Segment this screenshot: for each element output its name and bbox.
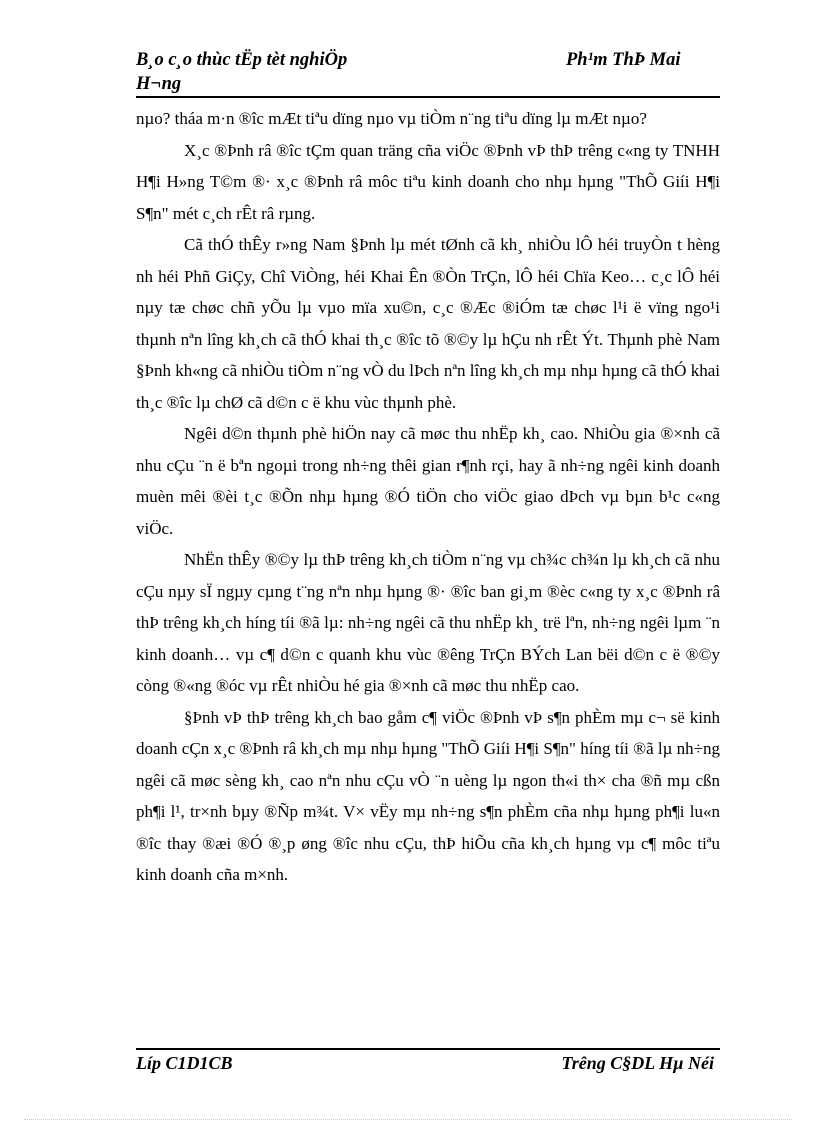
header-author-name-continued: H¬ng: [136, 74, 182, 94]
paragraph-5: NhËn thÊy ®©y lµ thÞ trêng kh¸ch tiÒm n¨ng vµ ch¾c ch¾n lµ kh¸ch cã nhu cÇu nµy sÏ ngµy cµng t¨ng nªn nhµ hµng ®· ®îc ban gi¸m ®èc c«ng ty x¸c ®Þnh râ thÞ trêng kh¸ch híng tíi ®ã lµ: nh÷ng ngêi cã thu nhËp kh¸ trë lªn, nh÷ng ngêi lµm ¨n kinh doanh… vµ c¶ d©n c quanh khu vùc ®êng TrÇn BÝch Lan bëi d©n c ë ®©y còng ®«ng ®óc vµ rÊt nhiÒu hé gia ®×nh cã møc thu nhËp cao.: [136, 550, 720, 695]
page-header: [136, 50, 720, 96]
footer-class-code: Líp C1D1CB: [136, 1053, 233, 1073]
paragraph-6: §Þnh vÞ thÞ trêng kh¸ch bao gåm c¶ viÖc ®Þnh vÞ s¶n phÈm mµ c¬ së kinh doanh cÇn x¸c ®Þnh râ kh¸ch mµ nhµ hµng "ThÕ Giíi H¶i S¶n" híng tíi ®ã lµ nh÷ng ngêi cã møc sèng kh¸ cao nªn nhu cÇu vÒ ¨n uèng lµ ngon th«i th× cha ®ñ mµ cßn ph¶i l¹, tr×nh bµy ®Ñp m¾t. V× vËy mµ nh÷ng s¶n phÈm cña nhµ hµng ph¶i lu«n ®îc thay ®æi ®Ó ®¸p øng ®îc nhu cÇu, thÞ hiÕu cña kh¸ch hµng vµ c¶ môc tiªu kinh doanh cña m×nh.: [136, 707, 720, 884]
header-report-title: B¸o c¸o thùc tËp tèt nghiÖp: [136, 50, 348, 70]
footer-school-name: Trêng C§DL Hµ Néi: [561, 1053, 714, 1073]
paragraph-4: Ngêi d©n thµnh phè hiÖn nay cã møc thu nhËp kh¸ cao. NhiÒu gia ®×nh cã nhu cÇu ¨n ë bªn ngoµi trong nh÷ng thêi gian r¶nh rçi, hay ã nh÷ng ngêi kinh doanh muèn mêi ®èi t¸c ®Õn nhµ hµng ®Ó tiÖn cho viÖc giao dÞch vµ bµn b¹c c«ng viÖc.: [136, 424, 720, 538]
paragraph-2: X¸c ®Þnh râ ®îc tÇm quan träng cña viÖc ®Þnh vÞ thÞ trêng c«ng ty TNHH H¶i H»ng T©m ®· x¸c ®Þnh râ môc tiªu kinh doanh cho nhµ hµng "ThÕ Giíi H¶i S¶n" mét c¸ch rÊt râ rµng.: [136, 140, 720, 223]
paragraph-1: nµo? tháa m·n ®îc mÆt tiªu dïng nµo vµ tiÒm n¨ng tiªu dïng lµ mÆt nµo?: [136, 109, 647, 128]
header-author-name: Ph¹m ThÞ Mai: [566, 50, 681, 70]
page-bottom-edge: [24, 1119, 792, 1120]
page-footer: [136, 1053, 720, 1079]
footer-divider: [136, 1048, 720, 1050]
document-body: [136, 103, 720, 891]
header-divider: [136, 96, 720, 98]
paragraph-3: Cã thÓ thÊy r»ng Nam §Þnh lµ mét tØnh cã kh¸ nhiÒu lÔ héi truyÒn t hèng nh héi Phñ GiÇy, Chî ViÒng, héi Khai Ên ®Òn TrÇn, lÔ héi Chïa Keo… c¸c lÔ héi nµy tæ chøc chñ yÕu lµ vµo mïa xu©n, c¸c ®Æc ®iÓm tæ chøc l¹i ë vïng ngo¹i thµnh nªn lîng kh¸ch cã thÓ khai th¸c ®îc tõ ®©y lµ hÇu nh rÊt Ýt. Thµnh phè Nam §Þnh kh«ng cã nhiÒu tiÒm n¨ng vÒ du lÞch nªn lîng kh¸ch mµ nhµ hµng cã thÓ khai th¸c ®îc lµ chØ cã d©n c ë khu vùc thµnh phè.: [136, 235, 720, 412]
